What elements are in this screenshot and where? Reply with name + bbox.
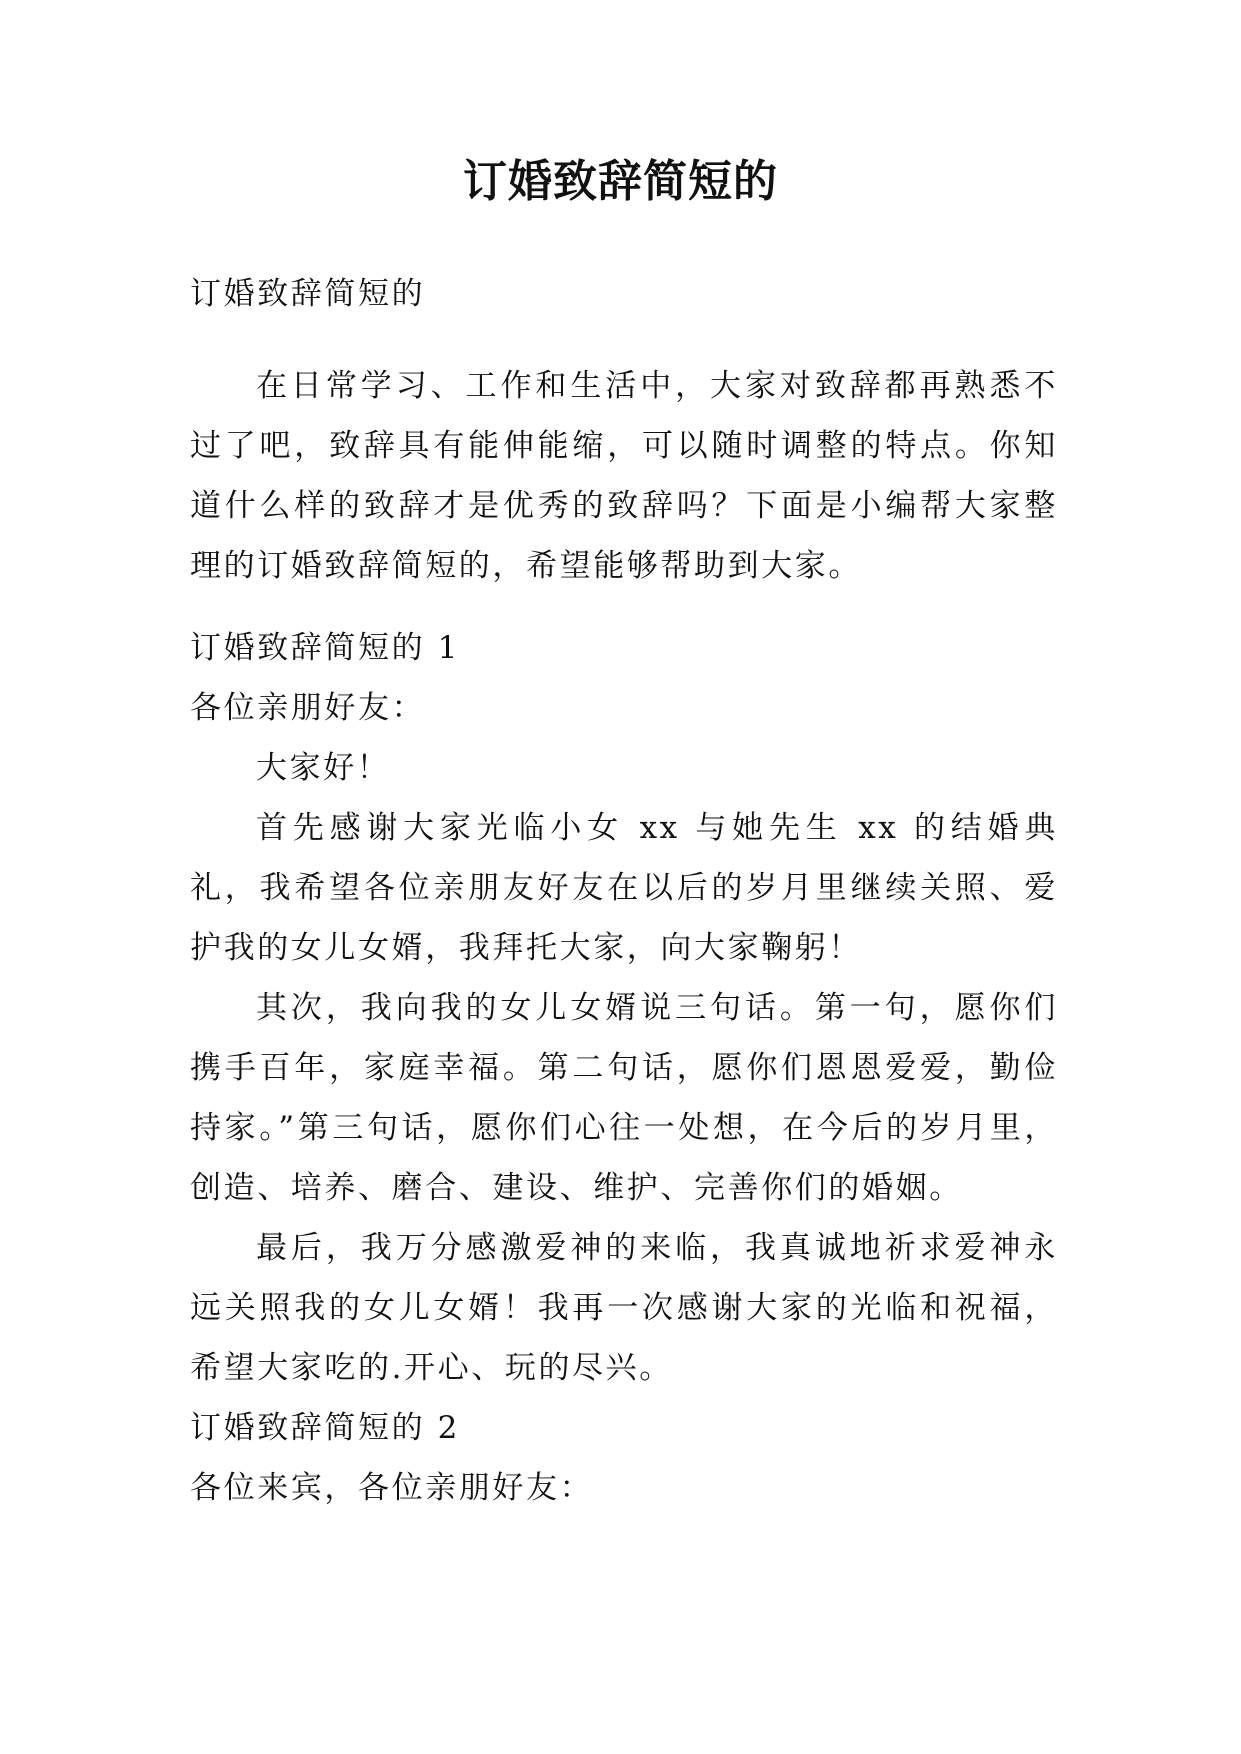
section-2-salutation: 各位来宾，各位亲朋好友：	[190, 1470, 594, 1506]
section-1-greeting: 大家好！	[256, 750, 391, 786]
section-1-paragraph: 其次，我向我的女儿女婿说三句话。第一句，愿你们携手百年，家庭幸福。第二句话，愿你们恩恩爱爱，勤俭持家。”第三句话，愿你们心往一处想，在今后的岁月里，创造、培养、磨合、建设、维护、完善你们的婚姻。	[190, 990, 1058, 1206]
section-1-paragraph: 最后，我万分感激爱神的来临，我真诚地祈求爱神永远关照我的女儿女婿！我再一次感谢大家的光临和祝福，希望大家吃的.开心、玩的尽兴。	[190, 1230, 1058, 1386]
intro-paragraph: 在日常学习、工作和生活中，大家对致辞都再熟悉不过了吧，致辞具有能伸能缩，可以随时调整的特点。你知道什么样的致辞才是优秀的致辞吗？下面是小编帮大家整理的订婚致辞简短的，希望能够帮助到大家。	[190, 368, 1058, 584]
section-1-heading: 订婚致辞简短的 1	[190, 630, 460, 666]
section-1-salutation: 各位亲朋好友：	[190, 690, 426, 726]
section-1	[190, 618, 1058, 1518]
document-subtitle: 订婚致辞简短的	[190, 276, 426, 312]
document-title: 订婚致辞简短的	[463, 156, 778, 207]
section-1-paragraph: 首先感谢大家光临小女 xx 与她先生 xx 的结婚典礼，我希望各位亲朋友好友在以后的岁月里继续关照、爱护我的女儿女婿，我拜托大家，向大家鞠躬！	[190, 810, 1058, 966]
section-2-heading: 订婚致辞简短的 2	[190, 1410, 460, 1446]
